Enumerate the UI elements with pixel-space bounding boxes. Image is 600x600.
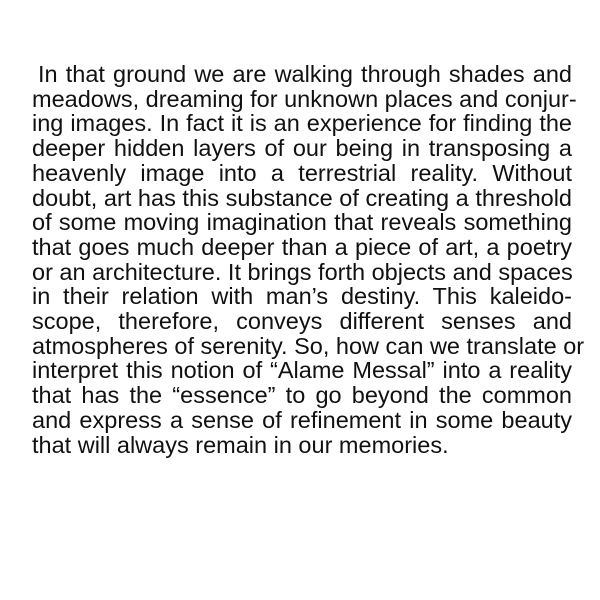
text-line: ing images. In fact it is an experience for finding the bbox=[32, 110, 572, 137]
body-paragraph bbox=[32, 61, 585, 458]
text-line: interpret this notion of “Alame Messal” into a reality bbox=[32, 357, 572, 384]
text-line: heavenly image into a terrestrial reality. Without bbox=[32, 159, 572, 186]
text-line: or an architecture. It brings forth objects and spaces bbox=[32, 258, 573, 285]
text-line: and express a sense of refinement in some beauty bbox=[32, 406, 572, 433]
text-line: of some moving imagination that reveals something bbox=[32, 209, 572, 236]
text-line: deeper hidden layers of our being in transposing a bbox=[32, 135, 572, 162]
text-line: that will always remain in our memories. bbox=[32, 431, 449, 458]
text-line: scope, therefore, conveys different senses and bbox=[32, 308, 572, 335]
text-line: meadows, dreaming for unknown places and conjur- bbox=[32, 85, 577, 112]
text-line: that has the “essence” to go beyond the common bbox=[32, 382, 572, 409]
text-line: that goes much deeper than a piece of art, a poetry bbox=[32, 233, 572, 260]
text-line: In that ground we are walking through shades and bbox=[38, 61, 572, 87]
text-line: doubt, art has this substance of creating a threshold bbox=[32, 184, 572, 211]
text-line: atmospheres of serenity. So, how can we translate or bbox=[32, 332, 585, 359]
text-line: in their relation with man’s destiny. This kaleido- bbox=[32, 283, 572, 310]
